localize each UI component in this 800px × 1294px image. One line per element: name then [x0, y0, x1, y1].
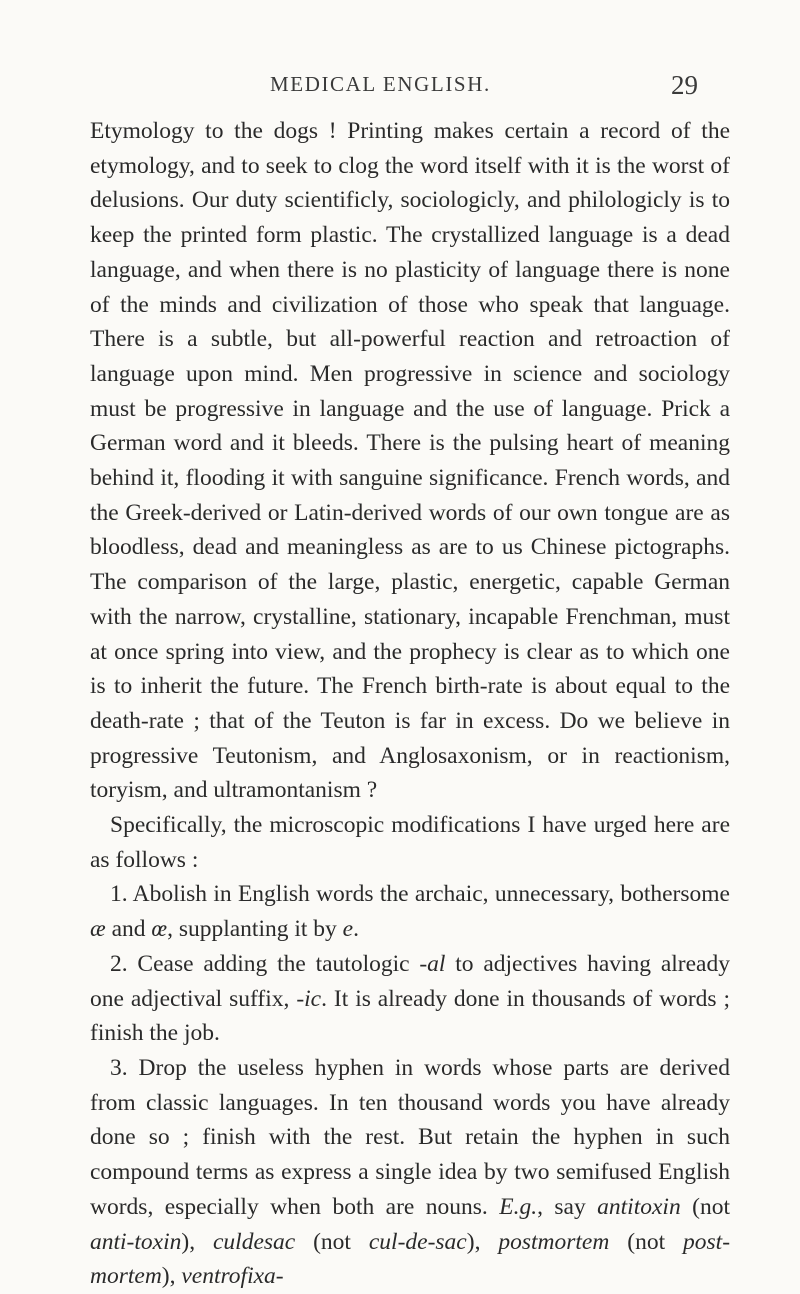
list-item-3-text: (not [295, 1228, 369, 1255]
example-word: antitoxin [597, 1193, 681, 1220]
list-item-1-text: 1. Abolish in English words the archaic, unnecessary, bothersome [110, 881, 730, 908]
example-word: ventrofixa- [181, 1263, 284, 1290]
list-item-3 [90, 1051, 730, 1294]
running-title: MEDICAL ENGLISH. [270, 72, 491, 96]
list-item-3-text: (not [609, 1228, 684, 1255]
list-item-3-text: , say [537, 1193, 598, 1220]
running-head [90, 72, 710, 106]
list-item-1 [90, 877, 730, 946]
ligature-oe: œ [151, 916, 168, 943]
list-item-1-text: and [105, 916, 152, 943]
abbrev-eg: E.g. [499, 1193, 538, 1220]
list-item-3-text: ), [181, 1228, 213, 1255]
page-number: 29 [671, 70, 698, 100]
suffix-ic: -ic [296, 985, 322, 1012]
example-word: anti-toxin [90, 1228, 182, 1255]
list-item-1-text: , supplanting it by [167, 916, 343, 943]
example-word: postmortem [498, 1228, 610, 1255]
ligature-ae: æ [90, 916, 106, 943]
example-word: cul-de-sac [368, 1228, 467, 1255]
list-item-1-text: . [353, 916, 359, 943]
example-word: culdesac [212, 1228, 296, 1255]
list-item-2-text: to adjectives having already one adjectival suffix, [90, 950, 730, 1012]
list-item-3-text: ), [161, 1263, 182, 1290]
paragraph-etymology: Etymology to the dogs ! Printing makes certain a record of the etymology, and to seek to clog the word itself with it is the worst of delusions. Our duty scientificly, sociologicly, and philologicly is to keep the printed form plastic. The crystallized language is a dead language, and when there is no plasticity of language there is none of the minds and civilization of those who speak that language. There is a subtle, but all-powerful reaction and retroaction of language upon mind. Men progressive in science and sociology must be progressive in language and the use of language. Prick a German word and it bleeds. There is the pulsing heart of meaning behind it, flooding it with sanguine significance. French words, and the Greek-derived or Latin-derived words of our own tongue are as bloodless, dead and meaningless as are to us Chinese pictographs. The comparison of the large, plastic, energetic, capable German with the narrow, crystalline, stationary, incapable Frenchman, must at once spring into view, and the prophecy is clear as to which one is to inherit the future. The French birth-rate is about equal to the death-rate ; that of the Teuton is far in excess. Do we believe in progressive Teutonism, and Anglosaxonism, or in reactionism, toryism, and ultramontanism ? [90, 118, 730, 804]
list-item-2 [90, 947, 730, 1051]
suffix-al: -al [419, 950, 446, 977]
list-item-3-text: 3. Drop the useless hyphen in words whose parts are derived from classic languages. In ten thousand words you have already done so ; finish with the rest. But retain the hyphen in such compound terms as express a single idea by two semifused English words, especially when both are nouns. [90, 1054, 730, 1220]
body-text [90, 114, 730, 1294]
list-item-2-text: . It is already done in thousands of words ; finish the job. [90, 985, 731, 1047]
example-word: post-mortem [90, 1228, 731, 1290]
paragraph-modifications-intro: Specifically, the microscopic modifications I have urged here are as follows : [90, 812, 730, 873]
list-item-3-text: (not [680, 1193, 730, 1220]
list-item-3-text: ), [466, 1228, 499, 1255]
list-item-2-text: 2. Cease adding the tautologic [110, 950, 420, 977]
letter-e: e [342, 916, 354, 943]
